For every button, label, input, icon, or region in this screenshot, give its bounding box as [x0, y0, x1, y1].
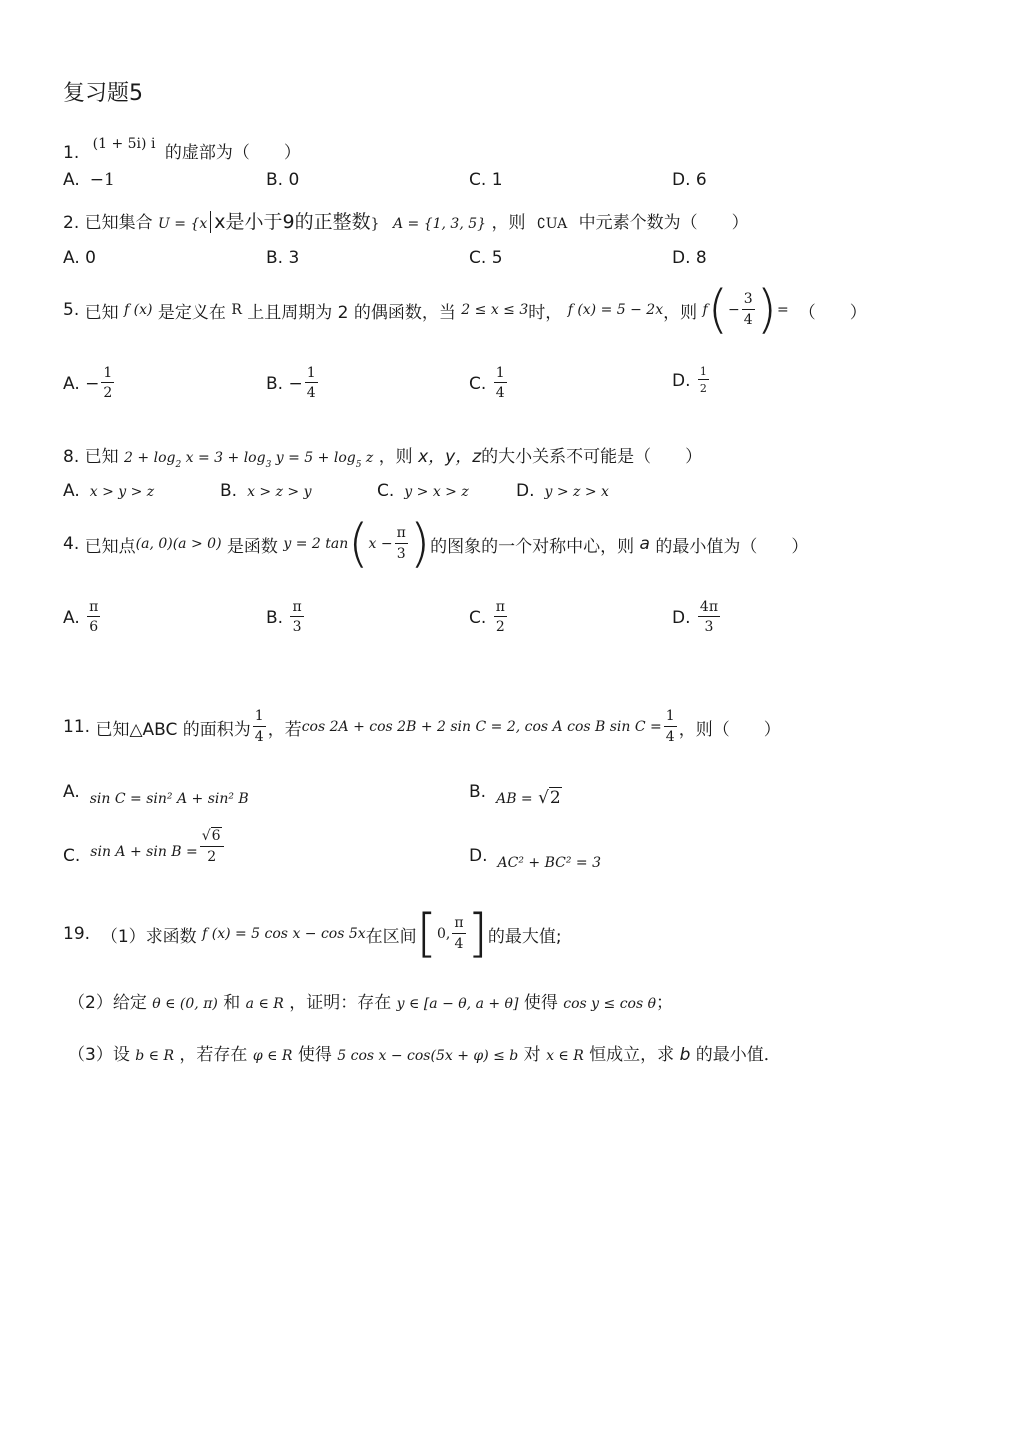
set-a: A = {1, 3, 5} [392, 216, 487, 232]
q11-option-d: D. $_{AC^2 + BC^2 = 3}$ [469, 846, 601, 871]
question-text: 的虚部为（ ） [164, 143, 301, 163]
q8-option-b: B. x > z > y [220, 481, 312, 501]
set-u: U = { [158, 216, 200, 232]
question-11: 11. 已知△ABC 的面积为 $\frac{1}{4}$ ，若 cos 2A + cos 2B + 2 sin C = 2, cos A cos B sin C = $\frac{1}{4}$ ，则（ ） [63, 708, 781, 745]
question-4: 4. 已知点 (a, 0)(a > 0) 是函数 y = 2 tan ( x − $\frac{\pi}{3}$ ) 的图象的一个对称中心，则 a 的最小值为（ ） [63, 514, 809, 574]
q4-option-c: C. $\frac{\pi}{2}$ [469, 599, 505, 636]
complex-expression: (1 + 5i) i [92, 136, 156, 152]
question-number: 19. [63, 924, 91, 944]
q4-option-d: D. $\frac{4\pi}{3}$ [672, 599, 719, 636]
page-title: 复习题5 [63, 81, 143, 106]
q11-option-a: A. $_{sin C = sin^2 A + sin^2 B}$ [63, 782, 249, 807]
question-2: 2. 已知集合 U = {x x是小于9的正整数} A = {1, 3, 5} ，则 ∁UA 中元素个数为（ ） [63, 211, 749, 233]
q2-option-d: D. 8 [672, 248, 707, 268]
q8-option-d: D. y > z > x [516, 481, 609, 501]
question-number: 4. [63, 534, 80, 554]
q2-option-a: A. 0 [63, 248, 96, 268]
q2-option-c: C. 5 [469, 248, 503, 268]
q1-option-c: C. 1 [469, 170, 503, 190]
q1-option-b: B. 0 [266, 170, 300, 190]
q5-option-a: A. − $\frac{1}{2}$ [63, 365, 113, 402]
question-number: 2. [63, 213, 80, 233]
question-number: 8. [63, 447, 80, 467]
question-19-part-1: 19. （1） 求函数 f (x) = 5 cos x − cos 5x 在区间 [ 0, $\frac{\pi}{4}$ ] 的最大值; [63, 904, 562, 964]
question-1 [63, 136, 301, 163]
question-number: 1. [63, 143, 80, 163]
question-19-part-2: （2）给定 θ ∈ (0, π) 和 a ∈ R ，证明：存在 y ∈ [a − θ, a + θ] 使得 cos y ≤ cos θ； [68, 993, 674, 1013]
q4-option-b: B. $\frac{\pi}{3}$ [266, 599, 302, 636]
q4-option-a: A. $\frac{\pi}{6}$ [63, 599, 99, 636]
q8-option-c: C. y > x > z [377, 481, 469, 501]
question-number: 5. [63, 300, 80, 320]
q5-option-b: B. − $\frac{1}{4}$ [266, 365, 316, 402]
q1-option-a: A. −1 [63, 170, 115, 190]
question-19-part-3: （3）设 b ∈ R ，若存在 φ ∈ R 使得 5 cos x − cos(5x + φ) ≤ b 对 x ∈ R 恒成立，求 b 的最小值． [68, 1045, 781, 1065]
question-5: 5. 已知 f (x) 是定义在 R 上且周期为 2 的偶函数，当 2 ≤ x ≤ 3 时， f (x) = 5 − 2x ，则 f ( − $\frac{3}{4}$ ) = （ ） [63, 280, 867, 340]
question-number: 11. [63, 717, 91, 737]
q1-option-d: D. 6 [672, 170, 707, 190]
complement: ∁UA [536, 216, 568, 232]
q5-option-c: C. $\frac{1}{4}$ [469, 365, 505, 402]
log-equation: $2 + \log_2 x = 3 + \log_3 y = 5 + \log_5 z$ [124, 450, 374, 470]
q5-option-d: D. $\frac{1}{2}$ [672, 365, 707, 396]
q11-option-c: C. sin A + sin B = $\frac{√6}{2}$ [63, 828, 226, 866]
question-8: 8. 已知 $2 + \log_2 x = 3 + \log_3 y = 5 + \log_5 z$ ，则 x，y，z的大小关系不可能是（ ） [63, 447, 703, 470]
q8-option-a: A. x > y > z [63, 481, 155, 501]
q2-option-b: B. 3 [266, 248, 300, 268]
q11-option-b: B. $_{AB =}$ √2 [469, 782, 561, 808]
